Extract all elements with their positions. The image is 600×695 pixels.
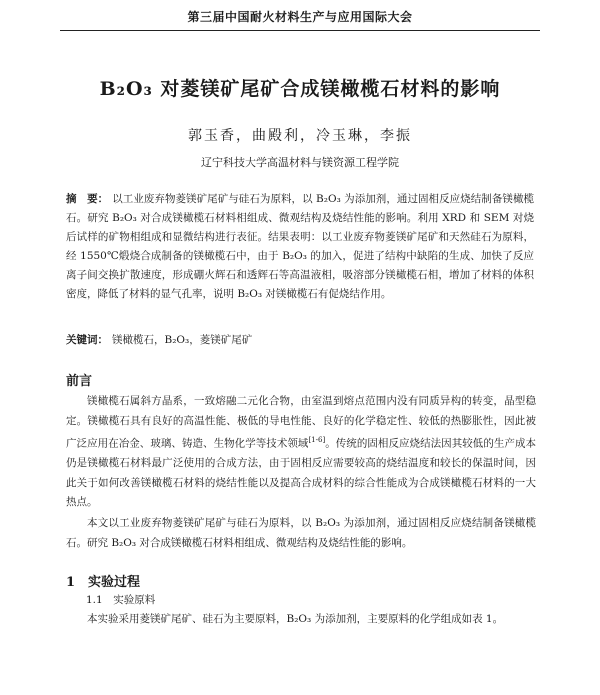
header-rule	[60, 30, 540, 31]
abstract-label: 摘 要：	[66, 193, 109, 205]
citation: [1-6]	[308, 436, 326, 444]
section-1-1-heading: 1.1 实验原料	[86, 594, 156, 606]
intro-p1-text-b: 。传统的固相反应烧结法因其较低的生产成本仍是镁橄榄石材料最广泛使用的合成方法，由于固相反应需要较高的烧结温度和较长的保温时间，因此关于如何改善镁橄榄石材料的烧结性能以及提高合成材料的综合性能成为合成镁橄榄石材料的一大热点。	[66, 437, 537, 508]
paper-title: B₂O₃ 对菱镁矿尾矿合成镁橄榄石材料的影响	[99, 78, 501, 100]
keywords-text: 镁橄榄石，B₂O₃，菱镁矿尾矿	[112, 334, 253, 346]
section-1-1-paragraph: 本实验采用菱镁矿尾矿、硅石为主要原料，B₂O₃ 为添加剂，主要原料的化学组成如表 1。	[87, 613, 504, 625]
abstract	[66, 190, 534, 304]
intro-heading: 前言	[66, 374, 93, 389]
author-list: 郭玉香，曲殿利，冷玉琳，李振	[188, 128, 412, 144]
running-header: 第三届中国耐火材料生产与应用国际大会	[187, 10, 413, 24]
keywords	[66, 332, 534, 347]
intro-p1-text-a: 镁橄榄石属斜方晶系，一致熔融二元化合物，由室温到熔点范围内没有同质异构的转变，晶型稳定。镁橄榄石具有良好的高温性能、极低的导电性能、良好的化学稳定性、较低的热膨胀性，因此被广泛应用在冶金、玻璃、铸造、生物化学等技术领域	[66, 395, 536, 450]
keywords-label: 关键词：	[66, 334, 108, 346]
intro-paragraph-1	[66, 392, 536, 513]
abstract-text: 以工业废弃物菱镁矿尾矿与硅石为原料，以 B₂O₃ 为添加剂，通过固相反应烧结制备镁橄榄石。研究 B₂O₃ 对合成镁橄榄石材料相组成、微观结构及烧结性能的影响。利用 XRD 和 SEM 对烧后试样的矿物相组成和显微结构进行表征。结果表明：以工业废弃物菱镁矿尾矿和天然硅石为原料，经 1550℃煅烧合成制备的镁橄榄石中，由于 B₂O₃ 的加入，促进了结构中缺陷的生成、加快了反应离子间交换扩散速度，形成硼火辉石和透辉石等高温液相，吸溶部分镁橄榄石相，增加了材料的体积密度，降低了材料的显气孔率，说明 B₂O₃ 对镁橄榄石有促烧结作用。	[66, 193, 534, 300]
affiliation: 辽宁科技大学高温材料与镁资源工程学院	[201, 156, 399, 169]
section-1-heading: 1 实验过程	[66, 575, 141, 590]
intro-paragraph-2: 本文以工业废弃物菱镁矿尾矿与硅石为原料，以 B₂O₃ 为添加剂，通过固相反应烧结制备镁橄榄石。研究 B₂O₃ 对合成镁橄榄石材料相组成、微观结构及烧结性能的影响。	[66, 517, 536, 549]
